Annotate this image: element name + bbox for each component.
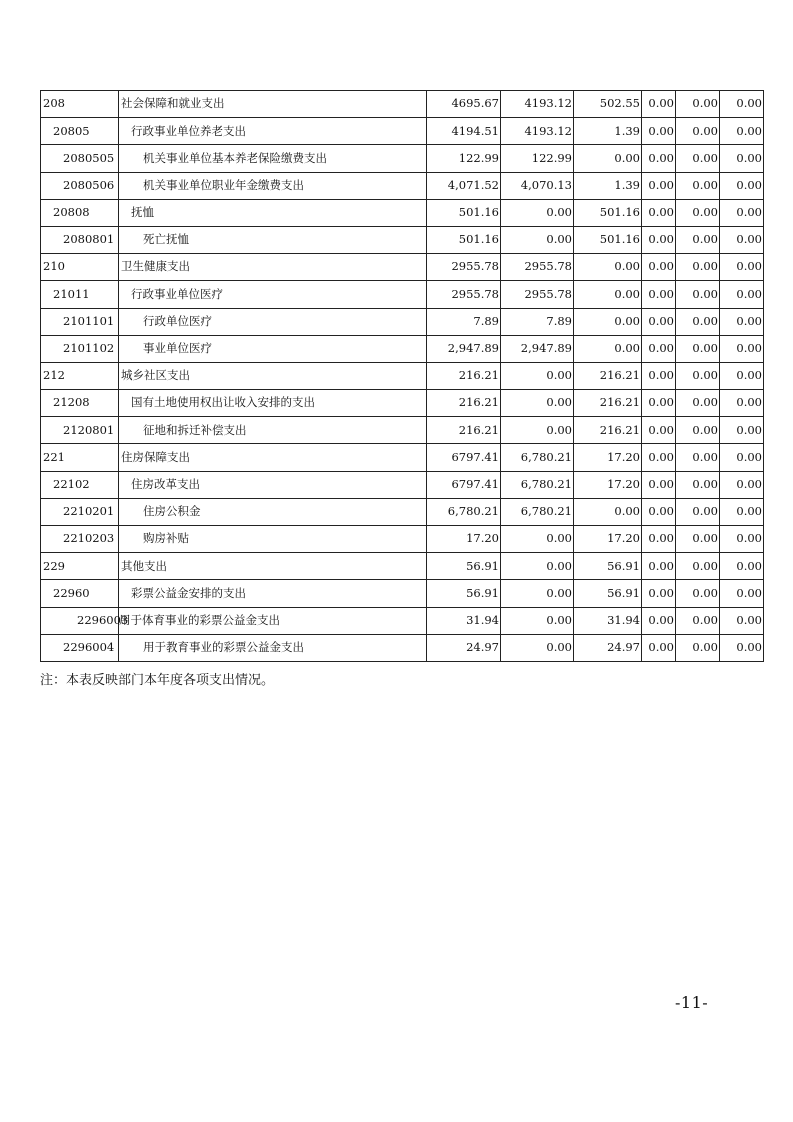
subject-name-cell: 卫生健康支出 (119, 254, 427, 281)
amount-cell: 0.00 (574, 145, 642, 172)
amount-cell: 2,947.89 (427, 335, 501, 362)
amount-cell: 0.00 (574, 308, 642, 335)
table-row (41, 607, 764, 634)
amount-cell: 0.00 (676, 308, 720, 335)
subject-code-cell: 2296003 (41, 607, 119, 634)
subject-name-cell: 事业单位医疗 (119, 335, 427, 362)
amount-cell: 0.00 (676, 498, 720, 525)
amount-cell: 216.21 (574, 417, 642, 444)
subject-name-cell: 死亡抚恤 (119, 226, 427, 253)
subject-name-cell: 行政事业单位医疗 (119, 281, 427, 308)
amount-cell: 56.91 (427, 553, 501, 580)
amount-cell: 0.00 (676, 417, 720, 444)
subject-code-cell: 21011 (41, 281, 119, 308)
subject-code-cell: 208 (41, 91, 119, 118)
subject-name-cell: 机关事业单位职业年金缴费支出 (119, 172, 427, 199)
table-row (41, 172, 764, 199)
subject-name-cell: 其他支出 (119, 553, 427, 580)
amount-cell: 2955.78 (427, 254, 501, 281)
subject-code-cell: 2080505 (41, 145, 119, 172)
amount-cell: 56.91 (427, 580, 501, 607)
amount-cell: 122.99 (501, 145, 574, 172)
subject-name-cell: 购房补贴 (119, 526, 427, 553)
amount-cell: 0.00 (720, 390, 764, 417)
amount-cell: 0.00 (720, 498, 764, 525)
subject-name-cell: 抚恤 (119, 199, 427, 226)
subject-name-cell: 社会保障和就业支出 (119, 91, 427, 118)
subject-code-cell: 2101101 (41, 308, 119, 335)
amount-cell: 0.00 (676, 226, 720, 253)
amount-cell: 4193.12 (501, 91, 574, 118)
page-number: -11- (675, 993, 709, 1012)
table-row (41, 226, 764, 253)
amount-cell: 0.00 (501, 390, 574, 417)
amount-cell: 0.00 (720, 580, 764, 607)
amount-cell: 0.00 (642, 199, 676, 226)
amount-cell: 0.00 (720, 526, 764, 553)
amount-cell: 0.00 (676, 145, 720, 172)
amount-cell: 0.00 (642, 362, 676, 389)
subject-name-cell: 住房保障支出 (119, 444, 427, 471)
table-row (41, 553, 764, 580)
subject-name-cell: 用于体育事业的彩票公益金支出 (119, 607, 427, 634)
amount-cell: 501.16 (427, 199, 501, 226)
amount-cell: 17.20 (574, 444, 642, 471)
amount-cell: 0.00 (642, 308, 676, 335)
table-row (41, 390, 764, 417)
amount-cell: 2955.78 (501, 254, 574, 281)
amount-cell: 0.00 (720, 118, 764, 145)
amount-cell: 216.21 (427, 362, 501, 389)
amount-cell: 122.99 (427, 145, 501, 172)
amount-cell: 0.00 (676, 580, 720, 607)
amount-cell: 0.00 (501, 226, 574, 253)
amount-cell: 0.00 (501, 634, 574, 661)
amount-cell: 17.20 (574, 471, 642, 498)
amount-cell: 1.39 (574, 118, 642, 145)
amount-cell: 501.16 (427, 226, 501, 253)
amount-cell: 0.00 (642, 335, 676, 362)
amount-cell: 0.00 (720, 145, 764, 172)
amount-cell: 0.00 (676, 634, 720, 661)
amount-cell: 0.00 (676, 172, 720, 199)
amount-cell: 0.00 (501, 526, 574, 553)
table-row (41, 254, 764, 281)
table-row (41, 118, 764, 145)
amount-cell: 0.00 (676, 91, 720, 118)
subject-name-cell: 行政事业单位养老支出 (119, 118, 427, 145)
amount-cell: 2955.78 (427, 281, 501, 308)
amount-cell: 0.00 (720, 471, 764, 498)
amount-cell: 216.21 (574, 390, 642, 417)
amount-cell: 0.00 (642, 226, 676, 253)
amount-cell: 0.00 (676, 553, 720, 580)
amount-cell: 0.00 (642, 498, 676, 525)
amount-cell: 0.00 (720, 254, 764, 281)
subject-name-cell: 用于教育事业的彩票公益金支出 (119, 634, 427, 661)
amount-cell: 0.00 (501, 199, 574, 226)
amount-cell: 4,070.13 (501, 172, 574, 199)
amount-cell: 0.00 (676, 254, 720, 281)
subject-name-cell: 机关事业单位基本养老保险缴费支出 (119, 145, 427, 172)
amount-cell: 0.00 (676, 471, 720, 498)
table-row (41, 335, 764, 362)
amount-cell: 0.00 (642, 417, 676, 444)
amount-cell: 0.00 (720, 553, 764, 580)
subject-code-cell: 212 (41, 362, 119, 389)
amount-cell: 0.00 (720, 444, 764, 471)
amount-cell: 56.91 (574, 580, 642, 607)
amount-cell: 0.00 (642, 118, 676, 145)
subject-code-cell: 20808 (41, 199, 119, 226)
amount-cell: 0.00 (642, 471, 676, 498)
subject-code-cell: 22102 (41, 471, 119, 498)
amount-cell: 0.00 (642, 607, 676, 634)
amount-cell: 6797.41 (427, 444, 501, 471)
amount-cell: 0.00 (642, 254, 676, 281)
table-row (41, 145, 764, 172)
amount-cell: 0.00 (501, 553, 574, 580)
amount-cell: 4,071.52 (427, 172, 501, 199)
amount-cell: 4695.67 (427, 91, 501, 118)
amount-cell: 0.00 (501, 607, 574, 634)
subject-name-cell: 行政单位医疗 (119, 308, 427, 335)
amount-cell: 0.00 (720, 308, 764, 335)
amount-cell: 0.00 (720, 226, 764, 253)
amount-cell: 4193.12 (501, 118, 574, 145)
amount-cell: 1.39 (574, 172, 642, 199)
subject-code-cell: 2210201 (41, 498, 119, 525)
subject-name-cell: 国有土地使用权出让收入安排的支出 (119, 390, 427, 417)
amount-cell: 6,780.21 (501, 471, 574, 498)
amount-cell: 0.00 (501, 362, 574, 389)
amount-cell: 0.00 (642, 526, 676, 553)
subject-name-cell: 征地和拆迁补偿支出 (119, 417, 427, 444)
amount-cell: 0.00 (574, 281, 642, 308)
amount-cell: 24.97 (427, 634, 501, 661)
subject-code-cell: 210 (41, 254, 119, 281)
expenditure-table (40, 90, 764, 662)
amount-cell: 7.89 (501, 308, 574, 335)
table-row (41, 281, 764, 308)
amount-cell: 17.20 (574, 526, 642, 553)
table-row (41, 471, 764, 498)
table-note: 注：本表反映部门本年度各项支出情况。 (40, 673, 275, 688)
amount-cell: 216.21 (427, 390, 501, 417)
amount-cell: 501.16 (574, 226, 642, 253)
amount-cell: 0.00 (676, 118, 720, 145)
amount-cell: 56.91 (574, 553, 642, 580)
amount-cell: 0.00 (642, 172, 676, 199)
subject-code-cell: 2080506 (41, 172, 119, 199)
amount-cell: 0.00 (642, 580, 676, 607)
amount-cell: 0.00 (574, 254, 642, 281)
amount-cell: 0.00 (720, 281, 764, 308)
table-row (41, 526, 764, 553)
table-row (41, 444, 764, 471)
amount-cell: 216.21 (574, 362, 642, 389)
amount-cell: 0.00 (642, 553, 676, 580)
subject-name-cell: 住房公积金 (119, 498, 427, 525)
table-row (41, 498, 764, 525)
amount-cell: 6,780.21 (501, 498, 574, 525)
subject-code-cell: 2296004 (41, 634, 119, 661)
amount-cell: 0.00 (642, 444, 676, 471)
subject-code-cell: 221 (41, 444, 119, 471)
table-row (41, 634, 764, 661)
amount-cell: 0.00 (676, 199, 720, 226)
table-row (41, 362, 764, 389)
subject-name-cell: 城乡社区支出 (119, 362, 427, 389)
subject-name-cell: 住房改革支出 (119, 471, 427, 498)
amount-cell: 6,780.21 (427, 498, 501, 525)
subject-code-cell: 20805 (41, 118, 119, 145)
subject-code-cell: 229 (41, 553, 119, 580)
amount-cell: 31.94 (574, 607, 642, 634)
table-row (41, 199, 764, 226)
amount-cell: 7.89 (427, 308, 501, 335)
amount-cell: 17.20 (427, 526, 501, 553)
amount-cell: 0.00 (720, 199, 764, 226)
amount-cell: 0.00 (720, 91, 764, 118)
amount-cell: 6,780.21 (501, 444, 574, 471)
amount-cell: 4194.51 (427, 118, 501, 145)
amount-cell: 0.00 (501, 580, 574, 607)
subject-code-cell: 2080801 (41, 226, 119, 253)
table-row (41, 417, 764, 444)
amount-cell: 0.00 (501, 417, 574, 444)
subject-name-cell: 彩票公益金安排的支出 (119, 580, 427, 607)
amount-cell: 216.21 (427, 417, 501, 444)
amount-cell: 0.00 (720, 634, 764, 661)
amount-cell: 0.00 (720, 607, 764, 634)
amount-cell: 0.00 (720, 172, 764, 199)
amount-cell: 0.00 (574, 335, 642, 362)
amount-cell: 24.97 (574, 634, 642, 661)
table-row (41, 580, 764, 607)
amount-cell: 0.00 (676, 281, 720, 308)
amount-cell: 0.00 (720, 335, 764, 362)
subject-code-cell: 2120801 (41, 417, 119, 444)
amount-cell: 0.00 (642, 390, 676, 417)
table-row (41, 91, 764, 118)
amount-cell: 0.00 (676, 526, 720, 553)
amount-cell: 0.00 (720, 417, 764, 444)
amount-cell: 2955.78 (501, 281, 574, 308)
amount-cell: 0.00 (676, 335, 720, 362)
amount-cell: 502.55 (574, 91, 642, 118)
subject-code-cell: 21208 (41, 390, 119, 417)
amount-cell: 2,947.89 (501, 335, 574, 362)
amount-cell: 6797.41 (427, 471, 501, 498)
amount-cell: 0.00 (676, 362, 720, 389)
amount-cell: 0.00 (642, 145, 676, 172)
subject-code-cell: 2210203 (41, 526, 119, 553)
amount-cell: 0.00 (676, 390, 720, 417)
amount-cell: 0.00 (574, 498, 642, 525)
amount-cell: 0.00 (720, 362, 764, 389)
amount-cell: 501.16 (574, 199, 642, 226)
amount-cell: 0.00 (642, 281, 676, 308)
amount-cell: 0.00 (642, 634, 676, 661)
amount-cell: 0.00 (676, 607, 720, 634)
subject-code-cell: 2101102 (41, 335, 119, 362)
amount-cell: 31.94 (427, 607, 501, 634)
subject-code-cell: 22960 (41, 580, 119, 607)
amount-cell: 0.00 (642, 91, 676, 118)
table-row (41, 308, 764, 335)
amount-cell: 0.00 (676, 444, 720, 471)
